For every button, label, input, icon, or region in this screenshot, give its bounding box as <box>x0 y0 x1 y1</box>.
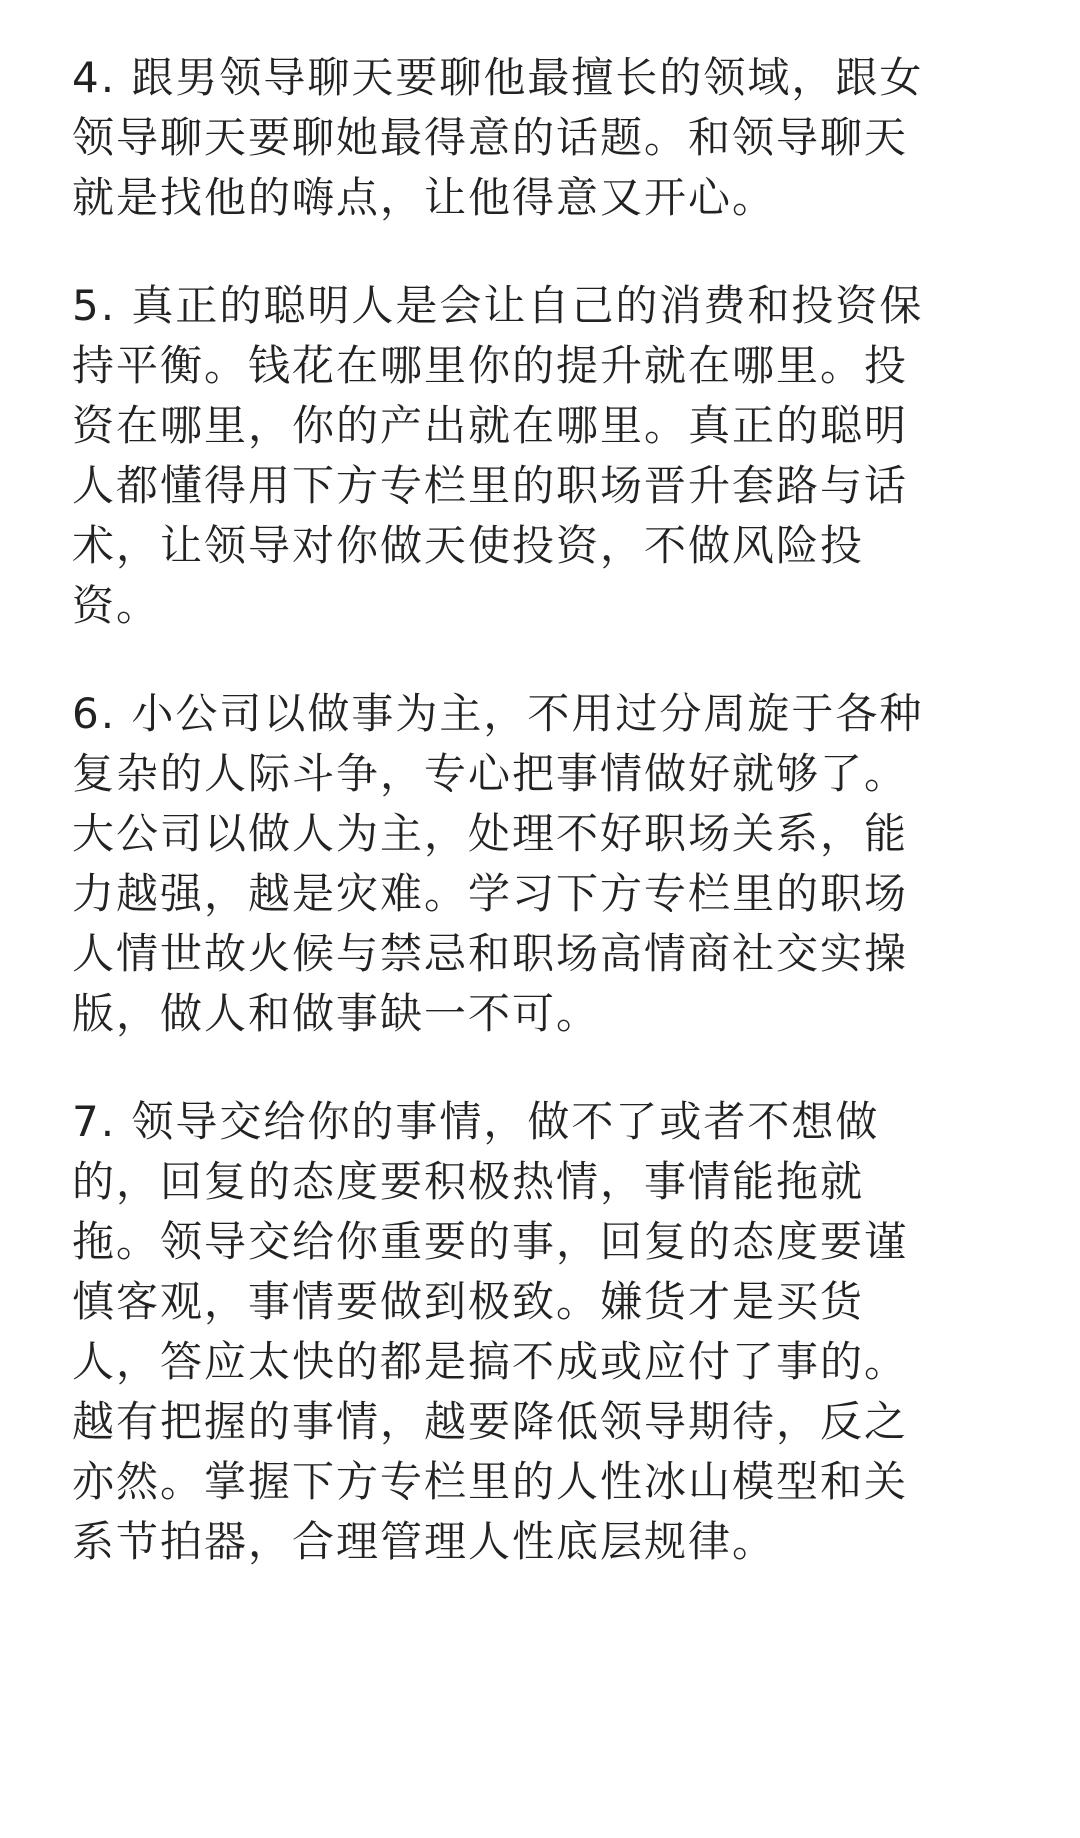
text-line: 术，让领导对你做天使投资，不做风险投 <box>72 521 865 570</box>
text-line: 人，答应太快的都是搞不成或应付了事的。 <box>72 1337 909 1386</box>
text-line: 拖。领导交给你重要的事，回复的态度要谨 <box>72 1217 909 1266</box>
text-line: 就是找他的嗨点，让他得意又开心。 <box>72 173 777 222</box>
text-line: 7. 领导交给你的事情，做不了或者不想做 <box>72 1097 880 1146</box>
text-line: 5. 真正的聪明人是会让自己的消费和投资保 <box>72 281 924 330</box>
text-line: 持平衡。钱花在哪里你的提升就在哪里。投 <box>72 341 909 390</box>
tip-paragraph-6 <box>72 684 1040 1044</box>
tip-paragraph-7 <box>72 1092 1040 1572</box>
text-line: 领导聊天要聊她最得意的话题。和领导聊天 <box>72 113 909 162</box>
text-line: 6. 小公司以做事为主，不用过分周旋于各种 <box>72 689 924 738</box>
text-line: 资在哪里，你的产出就在哪里。真正的聪明 <box>72 401 909 450</box>
text-line: 复杂的人际斗争，专心把事情做好就够了。 <box>72 749 909 798</box>
text-line: 力越强，越是灾难。学习下方专栏里的职场 <box>72 869 909 918</box>
text-line: 慎客观，事情要做到极致。嫌货才是买货 <box>72 1277 865 1326</box>
text-line: 人情世故火候与禁忌和职场高情商社交实操 <box>72 929 909 978</box>
text-line: 大公司以做人为主，处理不好职场关系，能 <box>72 809 909 858</box>
text-line: 的，回复的态度要积极热情，事情能拖就 <box>72 1157 865 1206</box>
text-line: 4. 跟男领导聊天要聊他最擅长的领域，跟女 <box>72 53 924 102</box>
tip-paragraph-5 <box>72 276 1040 636</box>
text-line: 版，做人和做事缺一不可。 <box>72 989 601 1038</box>
text-line: 亦然。掌握下方专栏里的人性冰山模型和关 <box>72 1457 909 1506</box>
tip-paragraph-4 <box>72 48 1040 228</box>
text-line: 资。 <box>72 581 161 630</box>
text-line: 系节拍器，合理管理人性底层规律。 <box>72 1517 777 1566</box>
text-line: 越有把握的事情，越要降低领导期待，反之 <box>72 1397 909 1446</box>
text-line: 人都懂得用下方专栏里的职场晋升套路与话 <box>72 461 909 510</box>
